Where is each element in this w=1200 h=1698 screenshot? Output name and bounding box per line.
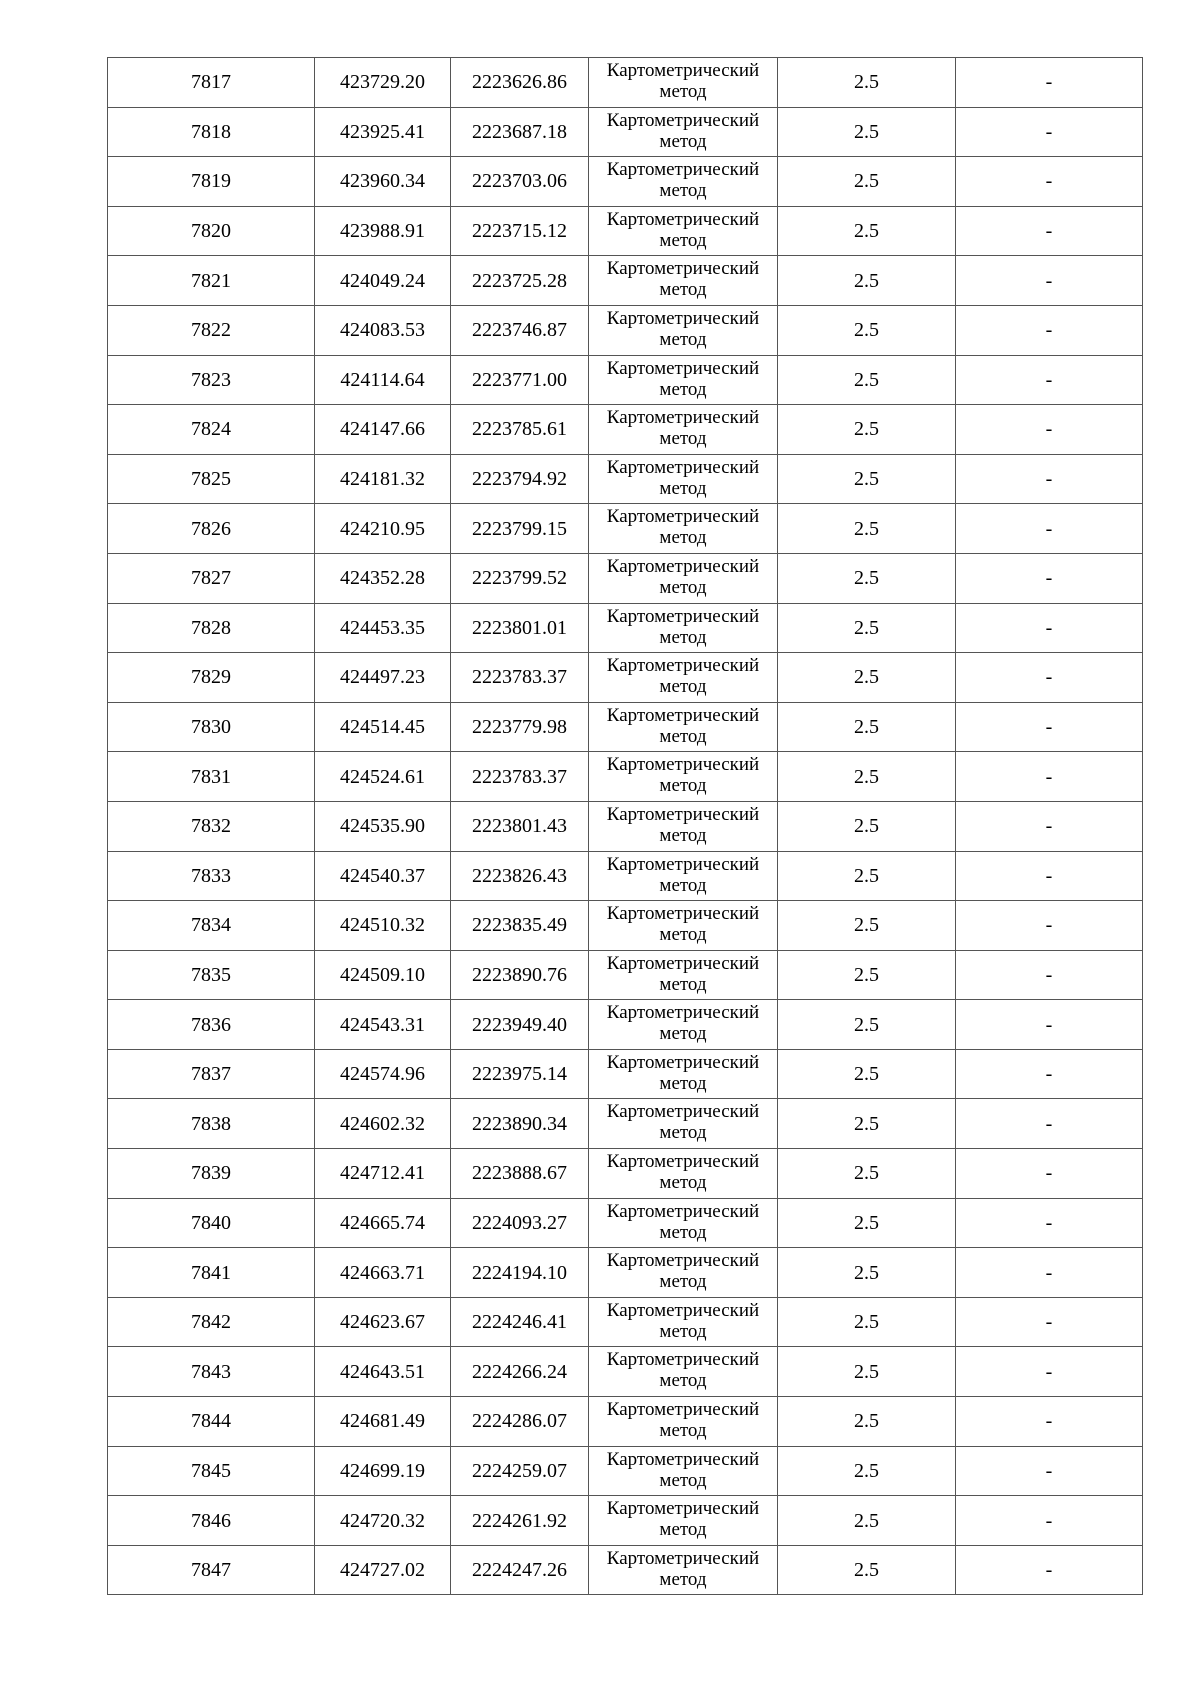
- accuracy-cell: 2.5: [778, 1297, 956, 1347]
- x-coordinate-cell: 424510.32: [315, 901, 451, 951]
- method-cell: [589, 851, 778, 901]
- method-line-1: Картометрический: [606, 1101, 760, 1123]
- method-line-1: Картометрический: [606, 1151, 760, 1173]
- y-coordinate-cell: 2224266.24: [451, 1347, 589, 1397]
- point-number-cell: 7845: [108, 1446, 315, 1496]
- x-coordinate-cell: 423960.34: [315, 157, 451, 207]
- note-cell: -: [956, 1000, 1143, 1050]
- method-line-1: Картометрический: [606, 258, 760, 280]
- table-row: [108, 1446, 1143, 1496]
- y-coordinate-cell: 2224286.07: [451, 1397, 589, 1447]
- method-line-2: метод: [659, 180, 707, 202]
- method-line-1: Картометрический: [606, 1547, 760, 1569]
- table-row: [108, 206, 1143, 256]
- method-line-2: метод: [659, 924, 707, 946]
- note-cell: -: [956, 1347, 1143, 1397]
- y-coordinate-cell: 2223890.34: [451, 1099, 589, 1149]
- y-coordinate-cell: 2223826.43: [451, 851, 589, 901]
- accuracy-cell: 2.5: [778, 653, 956, 703]
- y-coordinate-cell: 2223785.61: [451, 405, 589, 455]
- point-number-cell: 7826: [108, 504, 315, 554]
- y-coordinate-cell: 2223771.00: [451, 355, 589, 405]
- note-cell: -: [956, 305, 1143, 355]
- point-number-cell: 7824: [108, 405, 315, 455]
- method-line-2: метод: [659, 229, 707, 251]
- note-cell: -: [956, 355, 1143, 405]
- point-number-cell: 7838: [108, 1099, 315, 1149]
- note-cell: -: [956, 603, 1143, 653]
- point-number-cell: 7828: [108, 603, 315, 653]
- method-line-2: метод: [659, 1370, 707, 1392]
- method-cell: [589, 1149, 778, 1199]
- table-row: [108, 603, 1143, 653]
- accuracy-cell: 2.5: [778, 405, 956, 455]
- x-coordinate-cell: 424181.32: [315, 454, 451, 504]
- method-line-1: Картометрический: [606, 1299, 760, 1321]
- point-number-cell: 7821: [108, 256, 315, 306]
- method-line-1: Картометрический: [606, 60, 760, 81]
- note-cell: -: [956, 801, 1143, 851]
- note-cell: -: [956, 653, 1143, 703]
- note-cell: -: [956, 1099, 1143, 1149]
- method-line-2: метод: [659, 1420, 707, 1442]
- y-coordinate-cell: 2223799.15: [451, 504, 589, 554]
- table-row: [108, 1297, 1143, 1347]
- note-cell: -: [956, 504, 1143, 554]
- method-cell: [589, 553, 778, 603]
- point-number-cell: 7844: [108, 1397, 315, 1447]
- note-cell: -: [956, 256, 1143, 306]
- y-coordinate-cell: 2223888.67: [451, 1149, 589, 1199]
- method-cell: [589, 1545, 778, 1595]
- note-cell: -: [956, 752, 1143, 802]
- method-cell: [589, 504, 778, 554]
- accuracy-cell: 2.5: [778, 1149, 956, 1199]
- table-row: [108, 702, 1143, 752]
- accuracy-cell: 2.5: [778, 1545, 956, 1595]
- method-cell: [589, 801, 778, 851]
- table-row: [108, 58, 1143, 108]
- x-coordinate-cell: 424497.23: [315, 653, 451, 703]
- method-line-1: Картометрический: [606, 754, 760, 776]
- point-number-cell: 7836: [108, 1000, 315, 1050]
- method-line-2: метод: [659, 378, 707, 400]
- y-coordinate-cell: 2223687.18: [451, 107, 589, 157]
- table-row: [108, 1347, 1143, 1397]
- x-coordinate-cell: 424665.74: [315, 1198, 451, 1248]
- method-cell: [589, 157, 778, 207]
- accuracy-cell: 2.5: [778, 305, 956, 355]
- method-cell: [589, 206, 778, 256]
- method-line-2: метод: [659, 477, 707, 499]
- method-cell: [589, 603, 778, 653]
- x-coordinate-cell: 424083.53: [315, 305, 451, 355]
- method-line-2: метод: [659, 824, 707, 846]
- note-cell: -: [956, 553, 1143, 603]
- table-row: [108, 950, 1143, 1000]
- point-number-cell: 7829: [108, 653, 315, 703]
- method-line-1: Картометрический: [606, 853, 760, 875]
- method-line-2: метод: [659, 130, 707, 152]
- y-coordinate-cell: 2223703.06: [451, 157, 589, 207]
- method-line-2: метод: [659, 1221, 707, 1243]
- point-number-cell: 7835: [108, 950, 315, 1000]
- point-number-cell: 7818: [108, 107, 315, 157]
- table-row: [108, 1149, 1143, 1199]
- y-coordinate-cell: 2223746.87: [451, 305, 589, 355]
- accuracy-cell: 2.5: [778, 603, 956, 653]
- method-line-1: Картометрический: [606, 1498, 760, 1520]
- x-coordinate-cell: 424514.45: [315, 702, 451, 752]
- point-number-cell: 7823: [108, 355, 315, 405]
- method-line-1: Картометрический: [606, 1051, 760, 1073]
- y-coordinate-cell: 2224093.27: [451, 1198, 589, 1248]
- method-line-2: метод: [659, 676, 707, 698]
- y-coordinate-cell: 2223725.28: [451, 256, 589, 306]
- method-cell: [589, 702, 778, 752]
- y-coordinate-cell: 2223779.98: [451, 702, 589, 752]
- method-line-1: Картометрический: [606, 307, 760, 329]
- method-line-1: Картометрический: [606, 159, 760, 181]
- x-coordinate-cell: 424540.37: [315, 851, 451, 901]
- accuracy-cell: 2.5: [778, 901, 956, 951]
- accuracy-cell: 2.5: [778, 58, 956, 108]
- x-coordinate-cell: 424699.19: [315, 1446, 451, 1496]
- accuracy-cell: 2.5: [778, 801, 956, 851]
- method-cell: [589, 1397, 778, 1447]
- y-coordinate-cell: 2223783.37: [451, 752, 589, 802]
- table-row: [108, 1049, 1143, 1099]
- method-cell: [589, 1198, 778, 1248]
- method-line-2: метод: [659, 874, 707, 896]
- x-coordinate-cell: 424524.61: [315, 752, 451, 802]
- x-coordinate-cell: 424681.49: [315, 1397, 451, 1447]
- point-number-cell: 7841: [108, 1248, 315, 1298]
- x-coordinate-cell: 424453.35: [315, 603, 451, 653]
- accuracy-cell: 2.5: [778, 1099, 956, 1149]
- point-number-cell: 7833: [108, 851, 315, 901]
- method-cell: [589, 1000, 778, 1050]
- accuracy-cell: 2.5: [778, 851, 956, 901]
- y-coordinate-cell: 2223835.49: [451, 901, 589, 951]
- accuracy-cell: 2.5: [778, 553, 956, 603]
- method-line-2: метод: [659, 1320, 707, 1342]
- table-row: [108, 801, 1143, 851]
- method-line-2: метод: [659, 775, 707, 797]
- accuracy-cell: 2.5: [778, 752, 956, 802]
- table-row: [108, 1248, 1143, 1298]
- note-cell: -: [956, 405, 1143, 455]
- table-row: [108, 653, 1143, 703]
- method-cell: [589, 107, 778, 157]
- method-cell: [589, 305, 778, 355]
- method-line-2: метод: [659, 973, 707, 995]
- y-coordinate-cell: 2224259.07: [451, 1446, 589, 1496]
- method-line-1: Картометрический: [606, 506, 760, 528]
- point-number-cell: 7834: [108, 901, 315, 951]
- x-coordinate-cell: 423925.41: [315, 107, 451, 157]
- method-cell: [589, 58, 778, 108]
- accuracy-cell: 2.5: [778, 1000, 956, 1050]
- x-coordinate-cell: 424147.66: [315, 405, 451, 455]
- y-coordinate-cell: 2223626.86: [451, 58, 589, 108]
- y-coordinate-cell: 2223801.43: [451, 801, 589, 851]
- table-row: [108, 305, 1143, 355]
- table-row: [108, 256, 1143, 306]
- note-cell: -: [956, 901, 1143, 951]
- point-number-cell: 7827: [108, 553, 315, 603]
- note-cell: -: [956, 950, 1143, 1000]
- x-coordinate-cell: 424352.28: [315, 553, 451, 603]
- point-number-cell: 7832: [108, 801, 315, 851]
- point-number-cell: 7825: [108, 454, 315, 504]
- accuracy-cell: 2.5: [778, 157, 956, 207]
- y-coordinate-cell: 2223801.01: [451, 603, 589, 653]
- method-line-2: метод: [659, 1519, 707, 1541]
- accuracy-cell: 2.5: [778, 504, 956, 554]
- accuracy-cell: 2.5: [778, 1347, 956, 1397]
- point-number-cell: 7840: [108, 1198, 315, 1248]
- accuracy-cell: 2.5: [778, 256, 956, 306]
- method-line-2: метод: [659, 1023, 707, 1045]
- y-coordinate-cell: 2224246.41: [451, 1297, 589, 1347]
- method-cell: [589, 901, 778, 951]
- note-cell: -: [956, 1397, 1143, 1447]
- x-coordinate-cell: 424543.31: [315, 1000, 451, 1050]
- table-row: [108, 405, 1143, 455]
- note-cell: -: [956, 851, 1143, 901]
- method-line-2: метод: [659, 725, 707, 747]
- note-cell: -: [956, 1149, 1143, 1199]
- x-coordinate-cell: 424720.32: [315, 1496, 451, 1546]
- x-coordinate-cell: 424535.90: [315, 801, 451, 851]
- method-line-1: Картометрический: [606, 1002, 760, 1024]
- accuracy-cell: 2.5: [778, 206, 956, 256]
- table-row: [108, 553, 1143, 603]
- x-coordinate-cell: 424049.24: [315, 256, 451, 306]
- method-cell: [589, 1446, 778, 1496]
- method-line-1: Картометрический: [606, 357, 760, 379]
- table-row: [108, 1397, 1143, 1447]
- method-cell: [589, 1347, 778, 1397]
- method-cell: [589, 653, 778, 703]
- method-line-2: метод: [659, 1568, 707, 1590]
- table-row: [108, 901, 1143, 951]
- method-line-2: метод: [659, 576, 707, 598]
- method-cell: [589, 1496, 778, 1546]
- method-line-1: Картометрический: [606, 1250, 760, 1272]
- method-cell: [589, 454, 778, 504]
- method-line-2: метод: [659, 527, 707, 549]
- method-line-1: Картометрический: [606, 704, 760, 726]
- accuracy-cell: 2.5: [778, 950, 956, 1000]
- point-number-cell: 7822: [108, 305, 315, 355]
- accuracy-cell: 2.5: [778, 1248, 956, 1298]
- method-line-1: Картометрический: [606, 952, 760, 974]
- note-cell: -: [956, 58, 1143, 108]
- x-coordinate-cell: 424623.67: [315, 1297, 451, 1347]
- method-line-2: метод: [659, 1072, 707, 1094]
- y-coordinate-cell: 2223783.37: [451, 653, 589, 703]
- method-cell: [589, 405, 778, 455]
- y-coordinate-cell: 2223890.76: [451, 950, 589, 1000]
- point-number-cell: 7843: [108, 1347, 315, 1397]
- table-row: [108, 1198, 1143, 1248]
- method-line-2: метод: [659, 626, 707, 648]
- table-row: [108, 1099, 1143, 1149]
- accuracy-cell: 2.5: [778, 107, 956, 157]
- method-line-1: Картометрический: [606, 109, 760, 131]
- y-coordinate-cell: 2224247.26: [451, 1545, 589, 1595]
- method-line-1: Картометрический: [606, 407, 760, 429]
- method-line-1: Картометрический: [606, 1349, 760, 1371]
- point-number-cell: 7842: [108, 1297, 315, 1347]
- x-coordinate-cell: 424602.32: [315, 1099, 451, 1149]
- note-cell: -: [956, 1545, 1143, 1595]
- method-line-1: Картометрический: [606, 605, 760, 627]
- method-line-2: метод: [659, 1469, 707, 1491]
- method-line-1: Картометрический: [606, 555, 760, 577]
- table-row: [108, 504, 1143, 554]
- method-line-1: Картометрический: [606, 208, 760, 230]
- point-number-cell: 7847: [108, 1545, 315, 1595]
- x-coordinate-cell: 424509.10: [315, 950, 451, 1000]
- method-cell: [589, 256, 778, 306]
- method-cell: [589, 1248, 778, 1298]
- note-cell: -: [956, 1248, 1143, 1298]
- note-cell: -: [956, 157, 1143, 207]
- method-cell: [589, 1049, 778, 1099]
- y-coordinate-cell: 2223975.14: [451, 1049, 589, 1099]
- method-line-1: Картометрический: [606, 1399, 760, 1421]
- x-coordinate-cell: 424712.41: [315, 1149, 451, 1199]
- coordinates-table: [107, 57, 1143, 1595]
- x-coordinate-cell: 424114.64: [315, 355, 451, 405]
- accuracy-cell: 2.5: [778, 702, 956, 752]
- y-coordinate-cell: 2223799.52: [451, 553, 589, 603]
- y-coordinate-cell: 2224194.10: [451, 1248, 589, 1298]
- x-coordinate-cell: 424574.96: [315, 1049, 451, 1099]
- point-number-cell: 7820: [108, 206, 315, 256]
- x-coordinate-cell: 424210.95: [315, 504, 451, 554]
- method-line-1: Картометрический: [606, 903, 760, 925]
- accuracy-cell: 2.5: [778, 1446, 956, 1496]
- method-line-1: Картометрический: [606, 1448, 760, 1470]
- method-cell: [589, 1297, 778, 1347]
- note-cell: -: [956, 454, 1143, 504]
- table-row: [108, 454, 1143, 504]
- point-number-cell: 7839: [108, 1149, 315, 1199]
- y-coordinate-cell: 2223949.40: [451, 1000, 589, 1050]
- method-cell: [589, 752, 778, 802]
- note-cell: -: [956, 1297, 1143, 1347]
- x-coordinate-cell: 423988.91: [315, 206, 451, 256]
- method-line-2: метод: [659, 1172, 707, 1194]
- table-row: [108, 1545, 1143, 1595]
- table-row: [108, 157, 1143, 207]
- point-number-cell: 7846: [108, 1496, 315, 1546]
- accuracy-cell: 2.5: [778, 1198, 956, 1248]
- point-number-cell: 7817: [108, 58, 315, 108]
- note-cell: -: [956, 702, 1143, 752]
- accuracy-cell: 2.5: [778, 355, 956, 405]
- method-line-1: Картометрический: [606, 803, 760, 825]
- note-cell: -: [956, 1049, 1143, 1099]
- x-coordinate-cell: 424663.71: [315, 1248, 451, 1298]
- method-line-1: Картометрический: [606, 456, 760, 478]
- method-line-2: метод: [659, 428, 707, 450]
- x-coordinate-cell: 423729.20: [315, 58, 451, 108]
- note-cell: -: [956, 107, 1143, 157]
- method-line-1: Картометрический: [606, 1200, 760, 1222]
- point-number-cell: 7830: [108, 702, 315, 752]
- method-cell: [589, 355, 778, 405]
- point-number-cell: 7831: [108, 752, 315, 802]
- method-cell: [589, 1099, 778, 1149]
- table-row: [108, 1000, 1143, 1050]
- accuracy-cell: 2.5: [778, 1397, 956, 1447]
- table-row: [108, 851, 1143, 901]
- note-cell: -: [956, 1198, 1143, 1248]
- accuracy-cell: 2.5: [778, 454, 956, 504]
- y-coordinate-cell: 2223715.12: [451, 206, 589, 256]
- point-number-cell: 7819: [108, 157, 315, 207]
- y-coordinate-cell: 2224261.92: [451, 1496, 589, 1546]
- note-cell: -: [956, 1496, 1143, 1546]
- x-coordinate-cell: 424643.51: [315, 1347, 451, 1397]
- method-cell: [589, 950, 778, 1000]
- accuracy-cell: 2.5: [778, 1049, 956, 1099]
- method-line-2: метод: [659, 279, 707, 301]
- coordinates-table-body: [108, 58, 1143, 1595]
- method-line-2: метод: [659, 81, 707, 102]
- table-row: [108, 107, 1143, 157]
- method-line-2: метод: [659, 1122, 707, 1144]
- point-number-cell: 7837: [108, 1049, 315, 1099]
- table-row: [108, 1496, 1143, 1546]
- y-coordinate-cell: 2223794.92: [451, 454, 589, 504]
- table-row: [108, 752, 1143, 802]
- note-cell: -: [956, 1446, 1143, 1496]
- method-line-2: метод: [659, 1271, 707, 1293]
- accuracy-cell: 2.5: [778, 1496, 956, 1546]
- method-line-1: Картометрический: [606, 655, 760, 677]
- x-coordinate-cell: 424727.02: [315, 1545, 451, 1595]
- note-cell: -: [956, 206, 1143, 256]
- method-line-2: метод: [659, 328, 707, 350]
- table-row: [108, 355, 1143, 405]
